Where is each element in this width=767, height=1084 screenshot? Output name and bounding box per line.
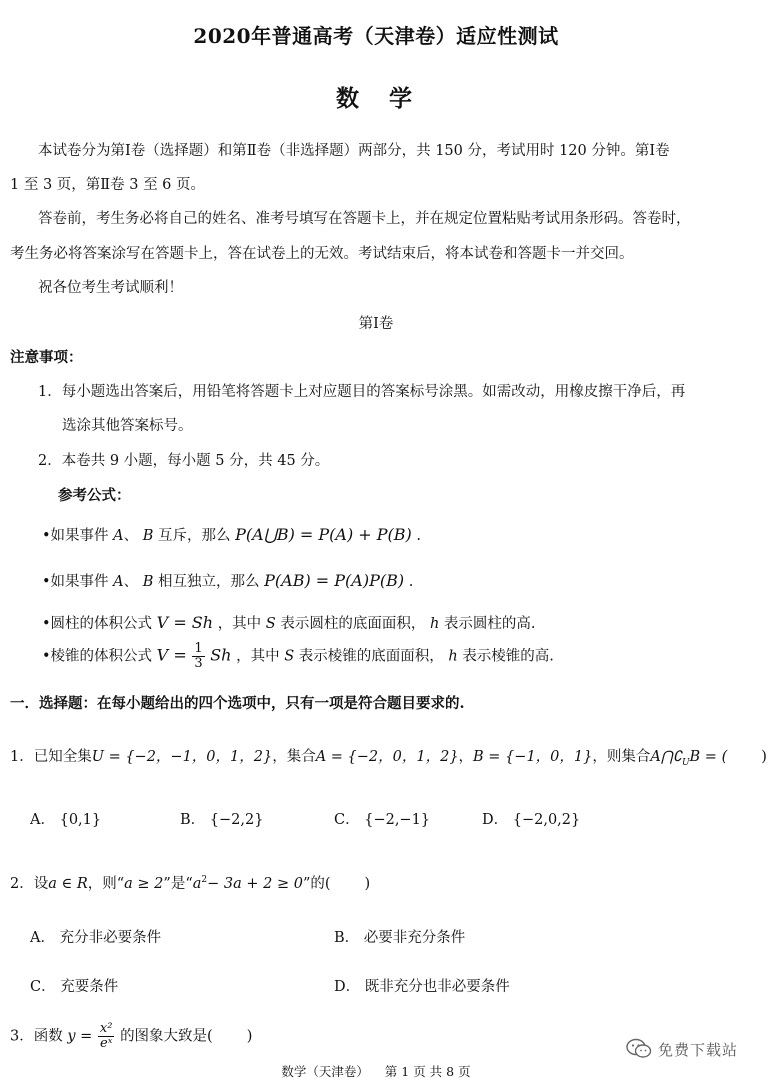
q2-inequality-2-exponent: 2 [201,875,208,885]
q3-stem-b: 的图象大致是( [120,1028,213,1045]
question-3-stem [10,1022,252,1051]
q1-option-a-value: {0,1} [59,812,102,828]
formula-1 [42,524,421,545]
formula-4-middle-2: 表示棱锥的底面面积， [298,648,444,665]
page-footer: 数学（天津卷） 第 1 页 共 8 页 [281,1064,471,1079]
q1-option-d[interactable] [482,808,580,829]
q2-close-paren: ) [364,875,371,892]
q1-option-d-label: D． [482,812,509,828]
formula-2-event-a: A [113,574,124,590]
formula-3-math: V = Sh [156,613,214,632]
q2-inequality-2-rest: − 3a + 2 ≥ 0 [207,875,303,892]
formula-4-middle: ，其中 [236,648,280,665]
formula-1-sep: 、 [123,528,139,544]
formula-4-v: V = [156,645,187,665]
q2-option-b[interactable] [334,926,465,947]
q2-stem-d: ”的( [302,875,331,892]
formula-4-s: S [284,648,295,665]
question-2-stem [10,870,370,894]
part-1-label: 第Ⅰ卷 [358,316,394,332]
q2-option-d-value: 既非充分也非必要条件 [364,979,510,995]
q1-set-a: A = {−2，0，1，2} [315,749,459,765]
formula-4-numerator: 1 [194,641,203,656]
notice-1-line-2: 选涂其他答案标号。 [62,418,193,434]
formula-4-denominator: 3 [194,656,203,671]
notice-title: 注意事项： [10,349,83,366]
notice-2: 2．本卷共 9 小题，每小题 5 分，共 45 分。 [38,453,330,469]
q2-option-a-label: A． [30,930,55,946]
intro-paragraph-1-line-1: 本试卷分为第Ⅰ卷（选择题）和第Ⅱ卷（非选择题）两部分，共 150 分，考试用时 120 分钟。第Ⅰ卷 [38,143,670,159]
q2-condition: a ∈ R [48,875,88,892]
exam-title: 2020年普通高考（天津卷）适应性测试 [193,24,559,48]
intro-paragraph-1-line-2: 1 至 3 页，第Ⅱ卷 3 至 6 页。 [10,177,206,193]
formula-2-end: . [408,574,414,590]
q2-stem-b: ，则“ [87,875,125,892]
q2-stem-c: ”是“ [163,875,193,892]
notice-1-line-1: 1．每小题选出答案后，用铅笔将答题卡上对应题目的答案标号涂黑。如需改动，用橡皮擦干净后，再 [38,384,686,400]
q2-option-b-value: 必要非充分条件 [363,930,466,946]
q2-option-a[interactable] [30,926,161,947]
q2-option-d-label: D． [334,979,361,995]
intro-paragraph-2-line-2: 考生务必将答案涂写在答题卡上，答在试卷上的无效。考试结束后，将本试卷和答题卡一并交回。 [10,246,634,262]
formula-4 [42,642,554,671]
formula-4-text: •棱锥的体积公式 [42,648,153,665]
question-1-stem [10,747,767,773]
q1-stem-b: ，集合 [272,749,316,765]
formula-3-middle: ，其中 [217,616,262,632]
formula-2 [42,570,413,591]
formula-3-middle-2: 表示圆柱的底面面积， [280,616,426,632]
q1-expression-2: B = ( [689,749,728,765]
q1-option-b-label: B． [180,812,206,828]
subject-title: 数学 [336,85,442,112]
q2-inequality-2-base: a [192,875,202,892]
intro-paragraph-2-line-1: 答卷前，考生务必将自己的姓名、准考号填写在答题卡上，并在规定位置粘贴考试用条形码。答卷时， [38,211,691,227]
q1-stem-d: ，则集合 [592,749,651,765]
section-1-title: 一．选择题：在每小题给出的四个选项中，只有一项是符合题目要求的. [10,695,465,712]
q1-stem-c: ， [458,749,474,765]
q2-stem-prefix: 2．设 [10,875,49,892]
q1-expression-subscript: U [681,757,690,768]
q1-set-b: B = {−1，0，1} [473,749,593,765]
formula-2-math: P(AB) = P(A)P(B) [264,571,405,590]
q1-option-b[interactable] [180,808,263,829]
formula-1-text: •如果事件 [42,528,109,544]
formula-4-h: h [448,648,458,665]
q2-option-d[interactable] [334,975,510,996]
q3-fraction [98,1022,115,1051]
q3-stem-prefix: 3．函数 [10,1028,63,1045]
formula-4-end: 表示棱锥的高. [462,648,554,665]
q1-option-c[interactable] [334,808,430,829]
formula-3 [42,612,536,633]
formula-2-event-b: B [142,574,154,590]
formula-3-text: •圆柱的体积公式 [42,616,153,632]
q2-option-c-value: 充要条件 [60,979,119,995]
formula-2-sep: 、 [123,574,139,590]
watermark-text: 免费下载站 [657,1040,738,1059]
q1-option-b-value: {−2,2} [209,812,264,828]
formula-2-text: •如果事件 [42,574,109,590]
formula-title: 参考公式： [58,487,131,504]
formula-1-middle: 互斥，那么 [158,528,231,544]
q3-denominator: eˣ [100,1036,113,1051]
formula-4-fraction [192,642,204,671]
q3-close-paren: ) [246,1028,253,1045]
q1-close-paren: ) [761,749,767,765]
intro-paragraph-3: 祝各位考生考试顺利！ [38,280,183,296]
q2-option-c[interactable] [30,975,118,996]
formula-1-end: . [416,528,422,544]
watermark [626,1038,738,1060]
q1-expression: A⋂∁ [650,749,682,765]
q2-option-c-label: C． [30,979,56,995]
q1-option-a-label: A． [30,812,55,828]
q1-stem-prefix: 1．已知全集 [10,749,92,765]
formula-3-s: S [265,616,276,632]
formula-3-end: 表示圆柱的高. [443,616,536,632]
wechat-icon [626,1038,652,1060]
formula-1-event-a: A [113,528,124,544]
q1-option-c-value: {−2,−1} [364,812,431,828]
q3-numerator: x² [99,1021,113,1036]
formula-1-event-b: B [142,528,154,544]
q1-universal-set: U = {−2，−1，0，1，2} [91,749,273,765]
formula-1-math: P(A⋃B) = P(A) + P(B) [235,525,412,544]
q2-inequality-1: a ≥ 2 [124,875,164,892]
formula-2-middle: 相互独立，那么 [158,574,260,590]
q1-option-a[interactable] [30,808,101,829]
q2-option-a-value: 充分非必要条件 [59,930,162,946]
formula-3-h: h [429,616,440,632]
q1-option-d-value: {−2,0,2} [512,812,581,828]
q1-option-c-label: C． [334,812,360,828]
formula-4-sh: Sh [210,645,232,665]
q2-option-b-label: B． [334,930,360,946]
q3-function-y: y = [67,1028,93,1045]
